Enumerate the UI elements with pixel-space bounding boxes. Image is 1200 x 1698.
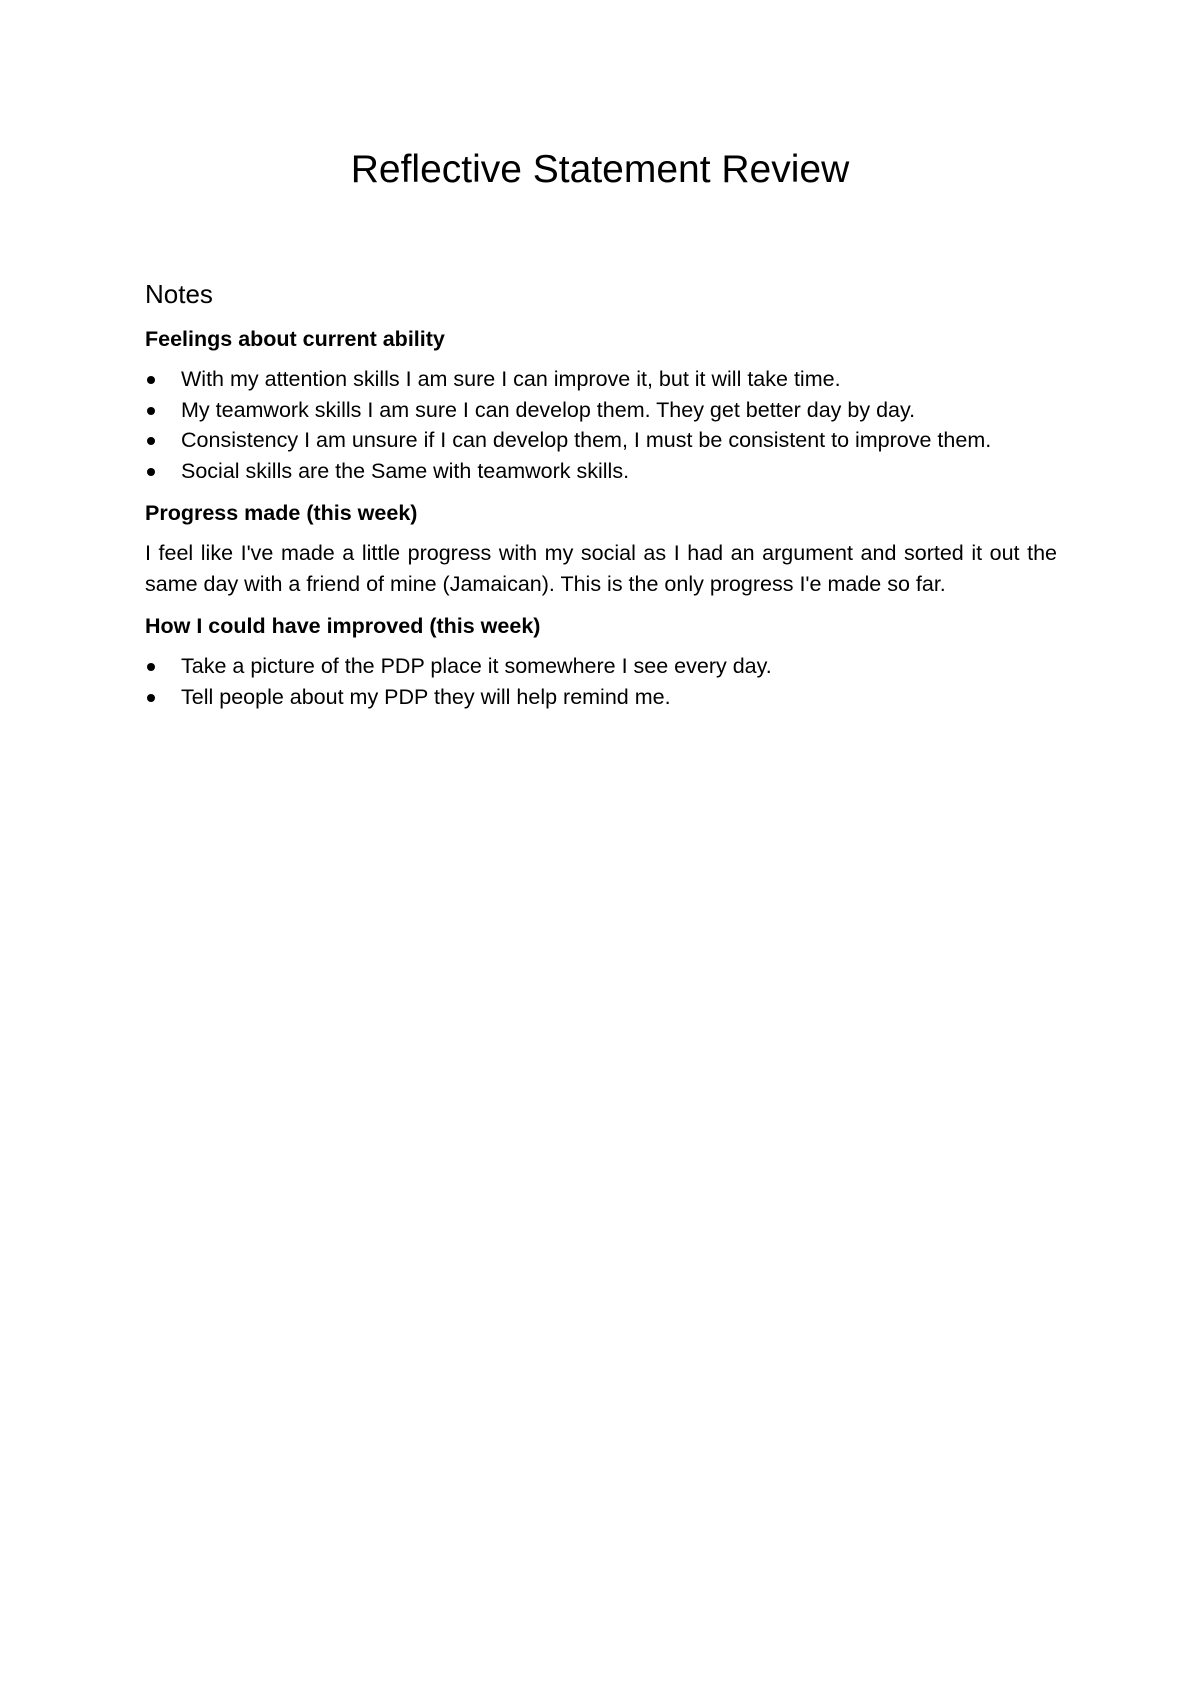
bullet-icon bbox=[147, 468, 155, 476]
notes-heading: Notes bbox=[145, 279, 213, 309]
list-item-text: With my attention skills I am sure I can improve it, but it will take time. bbox=[181, 367, 841, 391]
bullet-icon bbox=[147, 376, 155, 384]
list-item bbox=[145, 395, 1057, 426]
progress-heading: Progress made (this week) bbox=[145, 501, 418, 525]
list-item bbox=[145, 682, 1057, 713]
list-item bbox=[145, 425, 1057, 456]
feelings-list bbox=[145, 364, 1057, 486]
document-title: Reflective Statement Review bbox=[350, 148, 850, 191]
document-body bbox=[145, 276, 1057, 724]
bullet-icon bbox=[147, 663, 155, 671]
list-item bbox=[145, 651, 1057, 682]
bullet-icon bbox=[147, 407, 155, 415]
list-item bbox=[145, 456, 1057, 487]
improve-heading: How I could have improved (this week) bbox=[145, 614, 541, 638]
list-item-text: Social skills are the Same with teamwork skills. bbox=[181, 458, 630, 483]
list-item-text: Take a picture of the PDP place it somewhere I see every day. bbox=[181, 654, 772, 678]
feelings-heading: Feelings about current ability bbox=[145, 327, 445, 351]
list-item-text: Consistency I am unsure if I can develop them, I must be consistent to improve them. bbox=[181, 428, 992, 452]
progress-paragraph: I feel like I've made a little progress with my social as I had an argument and sorted it out the same day with a friend of mine (Jamaican). This is the only progress I'e made so far. bbox=[145, 541, 1057, 596]
bullet-icon bbox=[147, 694, 155, 702]
list-item-text: My teamwork skills I am sure I can develop them. They get better day by day. bbox=[181, 397, 916, 422]
improve-list bbox=[145, 651, 1057, 712]
list-item bbox=[145, 364, 1057, 395]
list-item-text: Tell people about my PDP they will help remind me. bbox=[181, 684, 671, 709]
bullet-icon bbox=[147, 437, 155, 445]
